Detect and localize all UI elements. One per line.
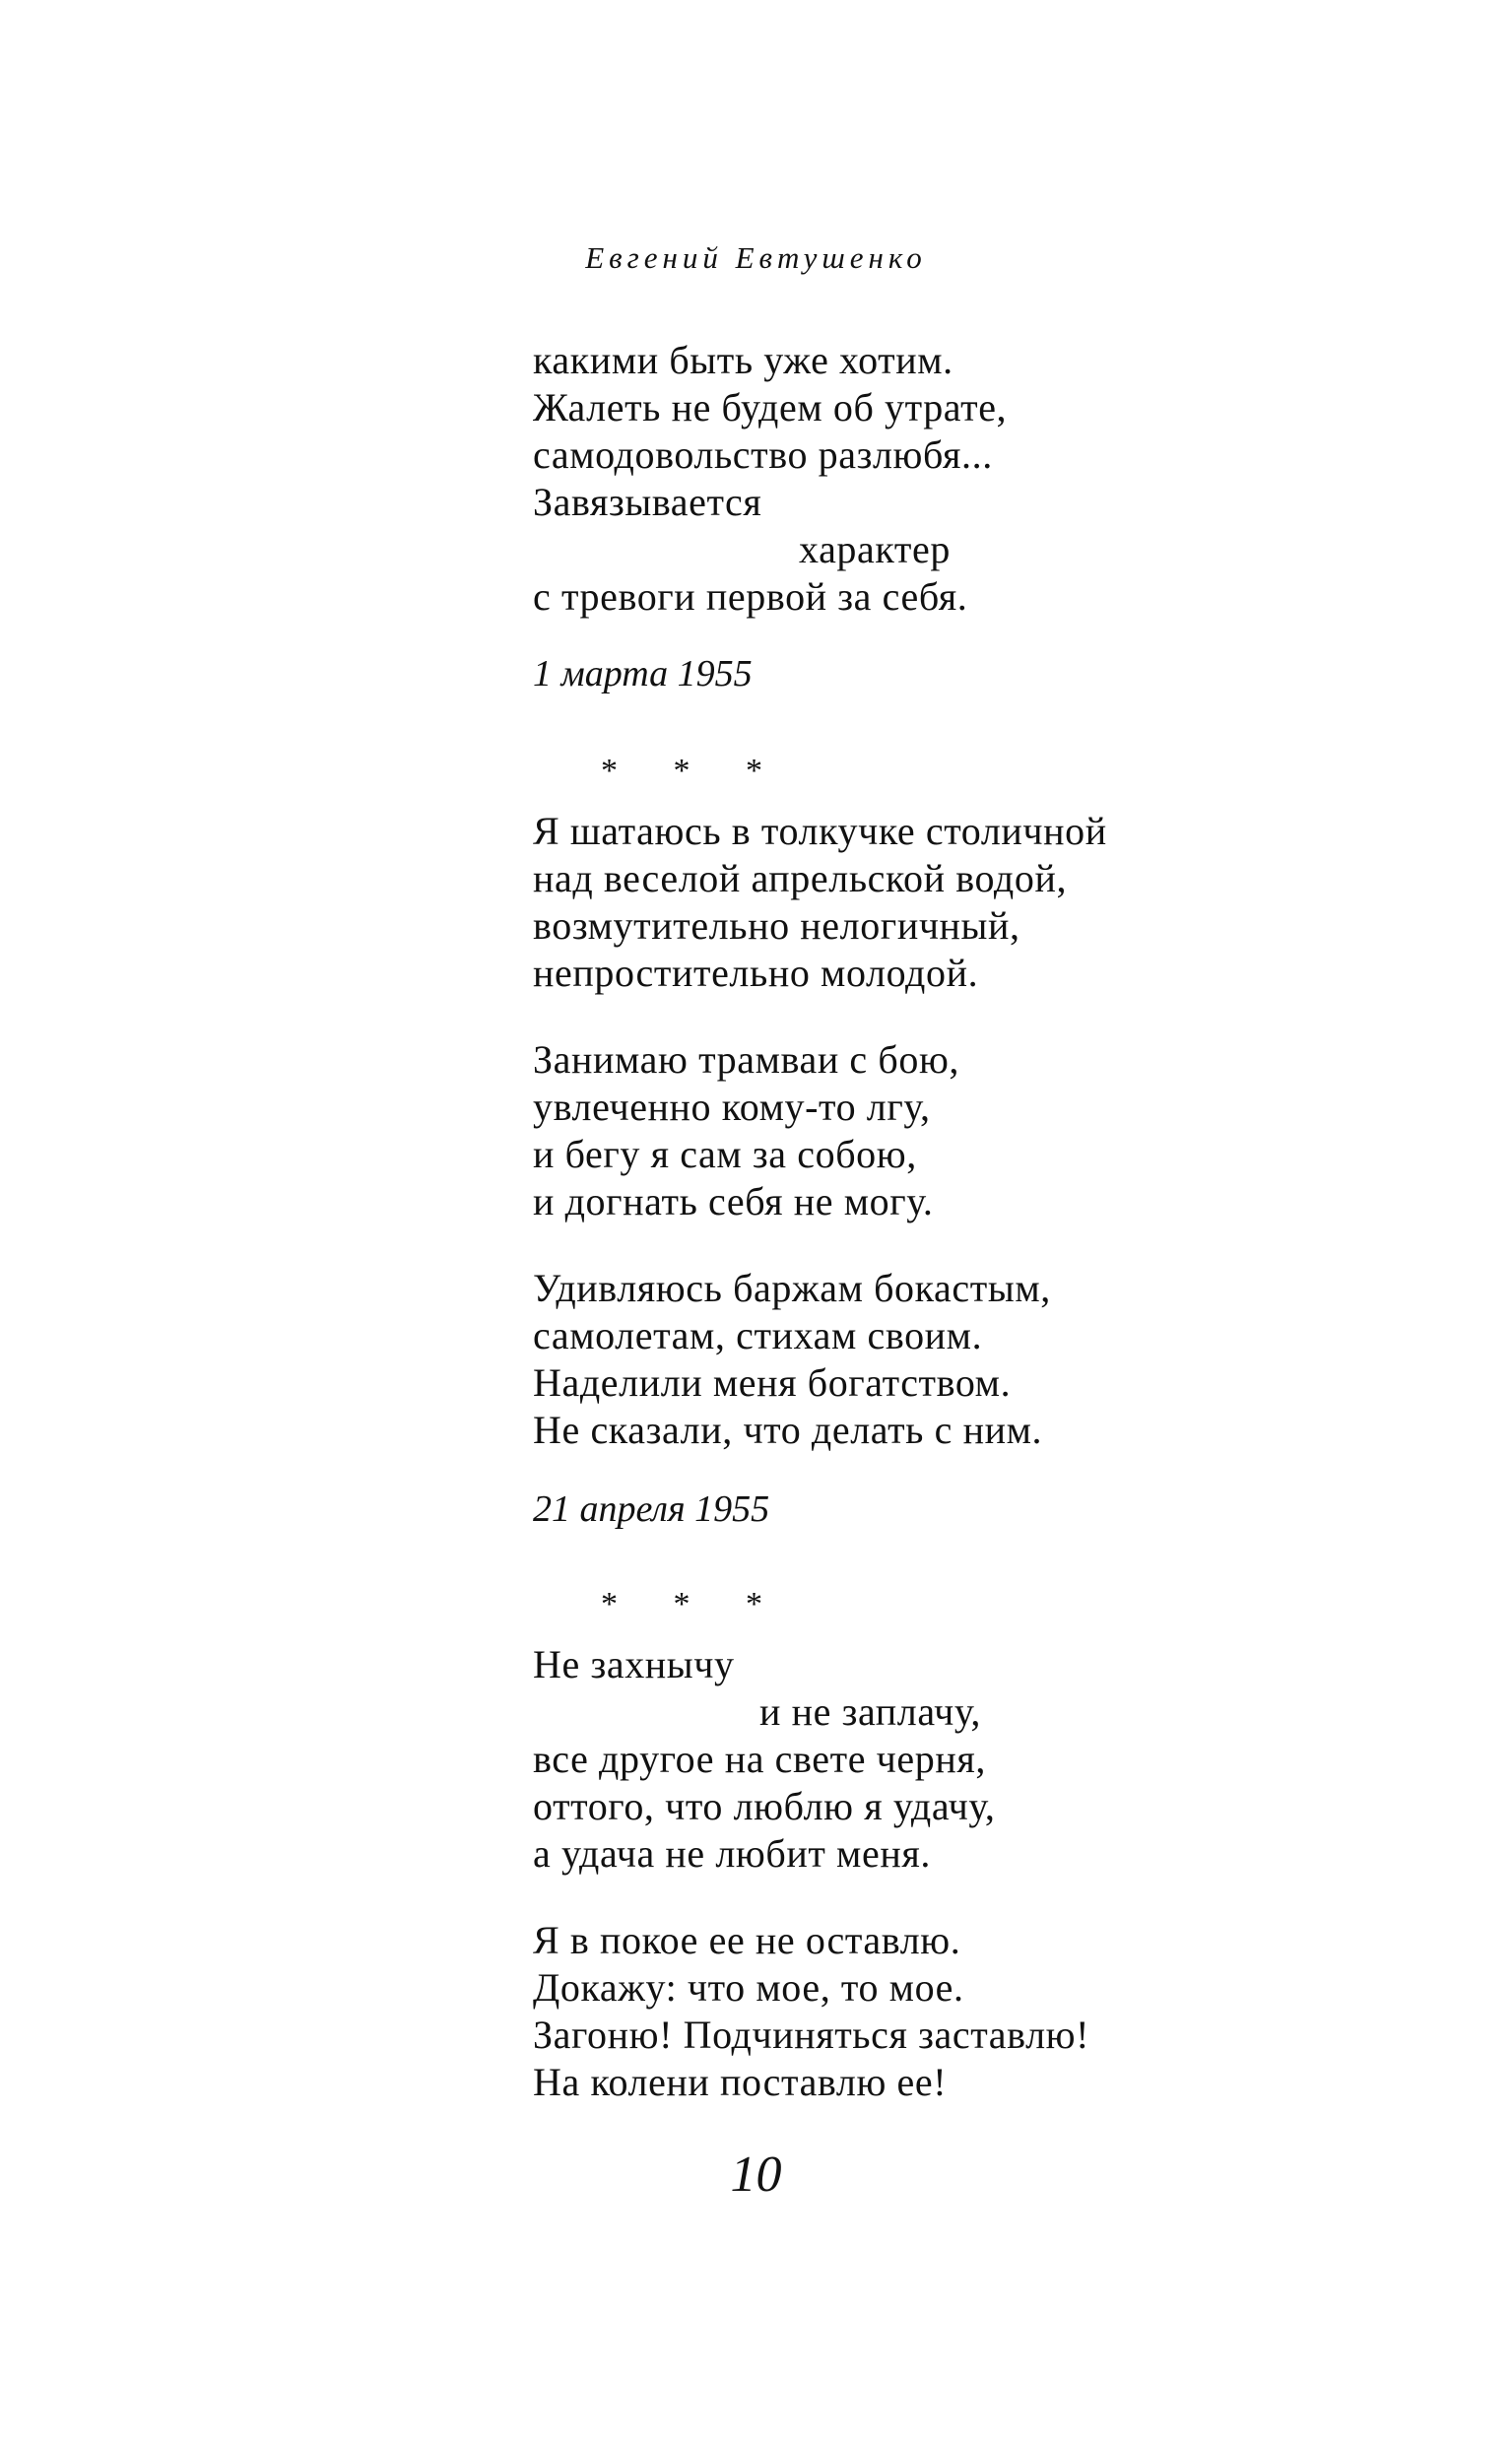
verse-line: и бегу я сам за собою,: [533, 1132, 917, 1176]
verse-line: а удача не любит меня.: [533, 1831, 931, 1876]
verse-line: самолетам, стихам своим.: [533, 1313, 983, 1357]
poem2-date: 21 апреля 1955: [533, 1488, 770, 1530]
verse-line: Занимаю трамваи с бою,: [533, 1037, 960, 1082]
poem3-stanza-2: [533, 1917, 1479, 2106]
verse-line: и догнать себя не могу.: [533, 1179, 934, 1223]
verse-line: и не заплачу,: [759, 1689, 982, 1734]
running-header-author: Евгений Евтушенко: [585, 240, 927, 275]
verse-line: Я в покое ее не оставлю.: [533, 1918, 961, 1962]
verse-line: самодовольство разлюбя...: [533, 432, 993, 477]
verse-line: возмутительно нелогичный,: [533, 903, 1020, 948]
verse-line: Загоню! Подчиняться заставлю!: [533, 2013, 1090, 2057]
verse-line: Докажу: что мое, то мое.: [533, 1965, 964, 2010]
poem2-stanza-3: [533, 1265, 1479, 1454]
verse-line: над веселой апрельской водой,: [533, 856, 1068, 900]
verse-line: На колени поставлю ее!: [533, 2060, 948, 2104]
verse-line: Я шатаюсь в толкучке столичной: [533, 809, 1107, 853]
poem2-separator: * * *: [601, 753, 786, 789]
page-number: 10: [730, 2146, 782, 2203]
verse-line: оттого, что люблю я удачу,: [533, 1784, 996, 1828]
poem3-separator: * * *: [601, 1586, 786, 1622]
verse-line: Наделили меня богатством.: [533, 1360, 1012, 1405]
verse-line: характер: [799, 527, 951, 571]
poem1-stanza: [533, 337, 1479, 621]
verse-line: непростительно молодой.: [533, 951, 979, 995]
poem2-stanza-1: [533, 808, 1479, 997]
verse-line: увлеченно кому-то лгу,: [533, 1085, 931, 1129]
verse-line: все другое на свете черня,: [533, 1737, 986, 1781]
poem2-stanza-2: [533, 1036, 1479, 1225]
verse-line: Удивляюсь баржам бокастым,: [533, 1266, 1051, 1310]
poem3-stanza-1: [533, 1641, 1479, 1878]
verse-line: с тревоги первой за себя.: [533, 574, 968, 619]
verse-line: Не сказали, что делать с ним.: [533, 1408, 1043, 1452]
verse-line: какими быть уже хотим.: [533, 338, 953, 382]
verse-line: Завязывается: [533, 480, 762, 524]
poem1-date: 1 марта 1955: [533, 653, 753, 694]
verse-line: Не захнычу: [533, 1642, 735, 1686]
verse-line: Жалеть не будем об утрате,: [533, 385, 1008, 429]
